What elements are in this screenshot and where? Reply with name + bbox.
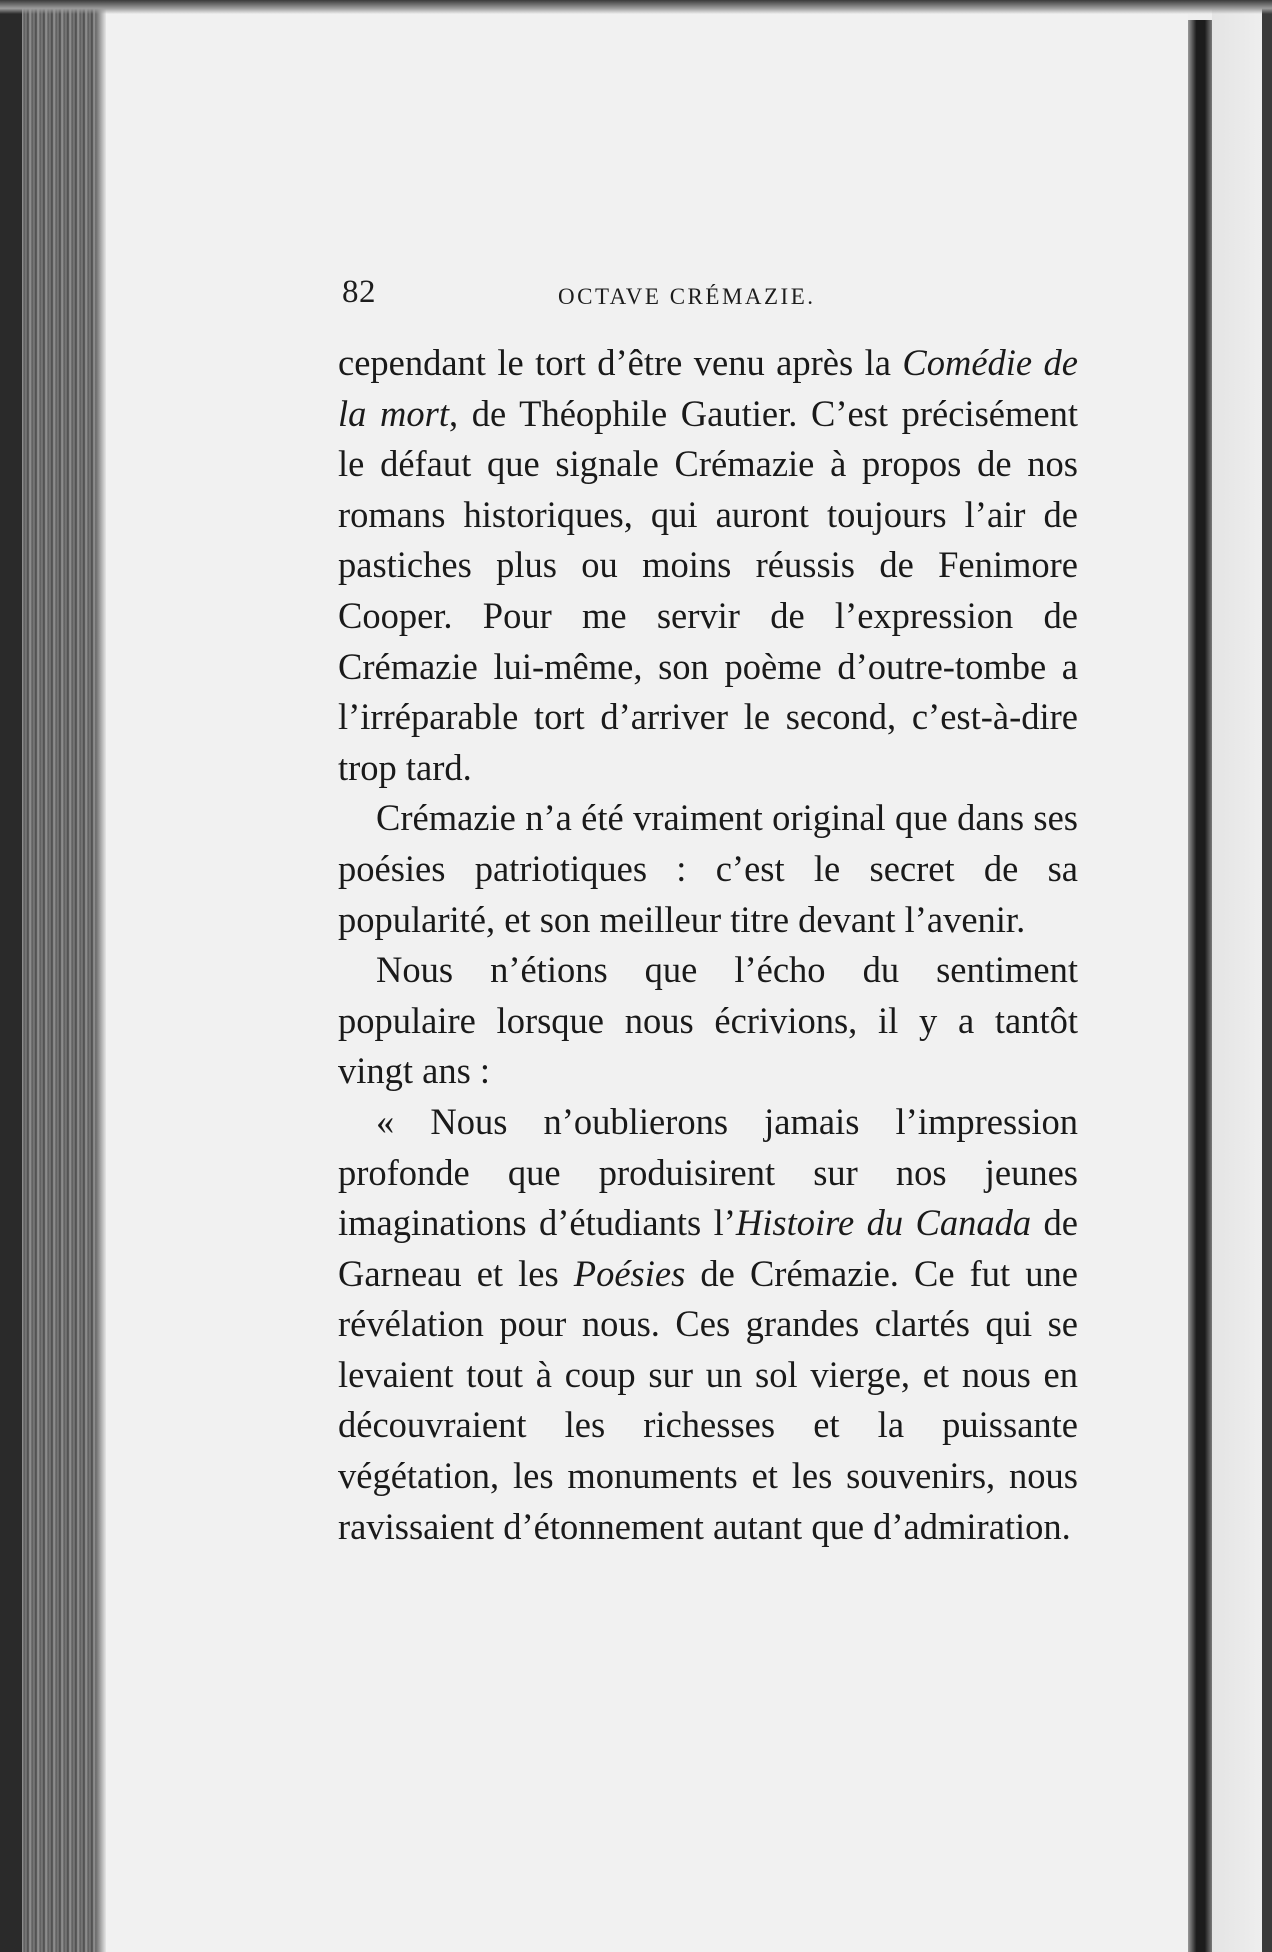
page-edge-shadow [96, 0, 106, 1952]
top-scan-shadow [0, 0, 1272, 14]
scan-border [1262, 0, 1272, 1952]
page-number: 82 [342, 274, 376, 310]
text-span: de Crémazie. Ce fut une révélation pour nous. Ces grandes clartés qui se levaient tout à coup sur un sol vierge, et nous en découvraient les richesses et la puissante végétation, les monuments et les souvenirs, nous ravissaient d’étonnement autant que d’admiration. [338, 1252, 1078, 1547]
italic-title: Poésies [573, 1252, 686, 1294]
running-title: OCTAVE CRÉMAZIE. [558, 284, 816, 309]
quotation-paragraph [338, 1097, 1078, 1552]
italic-title: Comédie de la mort [338, 342, 1078, 434]
binding-gutter [1188, 20, 1212, 1952]
text-span: Nous n’étions que l’écho du sentiment populaire lorsque nous écrivions, il y a tantôt vingt ans : [338, 949, 1078, 1092]
text-span: « Nous n’oublierons jamais l’impression profonde que produisirent sur nos jeunes imaginations d’étudiants l’ [338, 1100, 1078, 1244]
text-span: de Garneau et les [338, 1202, 1078, 1294]
book-fore-edge-shadow [0, 0, 22, 1952]
paragraph [338, 338, 1078, 793]
text-span: , de Théophile Gautier. C’est précisément le défaut que signale Crémazie à propos de nos romans historiques, qui auront toujours l’air de pastiches plus ou moins réussis de Fenimore Cooper. Pour me servir de l’expression de Crémazie lui-même, son poème d’outre-tombe a l’irréparable tort d’arriver le second, c’est-à-dire trop tard. [338, 392, 1078, 788]
paragraph [338, 945, 1078, 1097]
body-text [338, 338, 1078, 1552]
page-header [342, 274, 1082, 324]
paragraph [338, 793, 1078, 945]
text-span: Crémazie n’a été vraiment original que dans ses poésies patriotiques : c’est le secret de sa popularité, et son meilleur titre devant l’avenir. [338, 797, 1078, 940]
text-span: cependant le tort d’être venu après la [338, 342, 903, 383]
italic-title: Histoire du Canada [735, 1202, 1032, 1244]
